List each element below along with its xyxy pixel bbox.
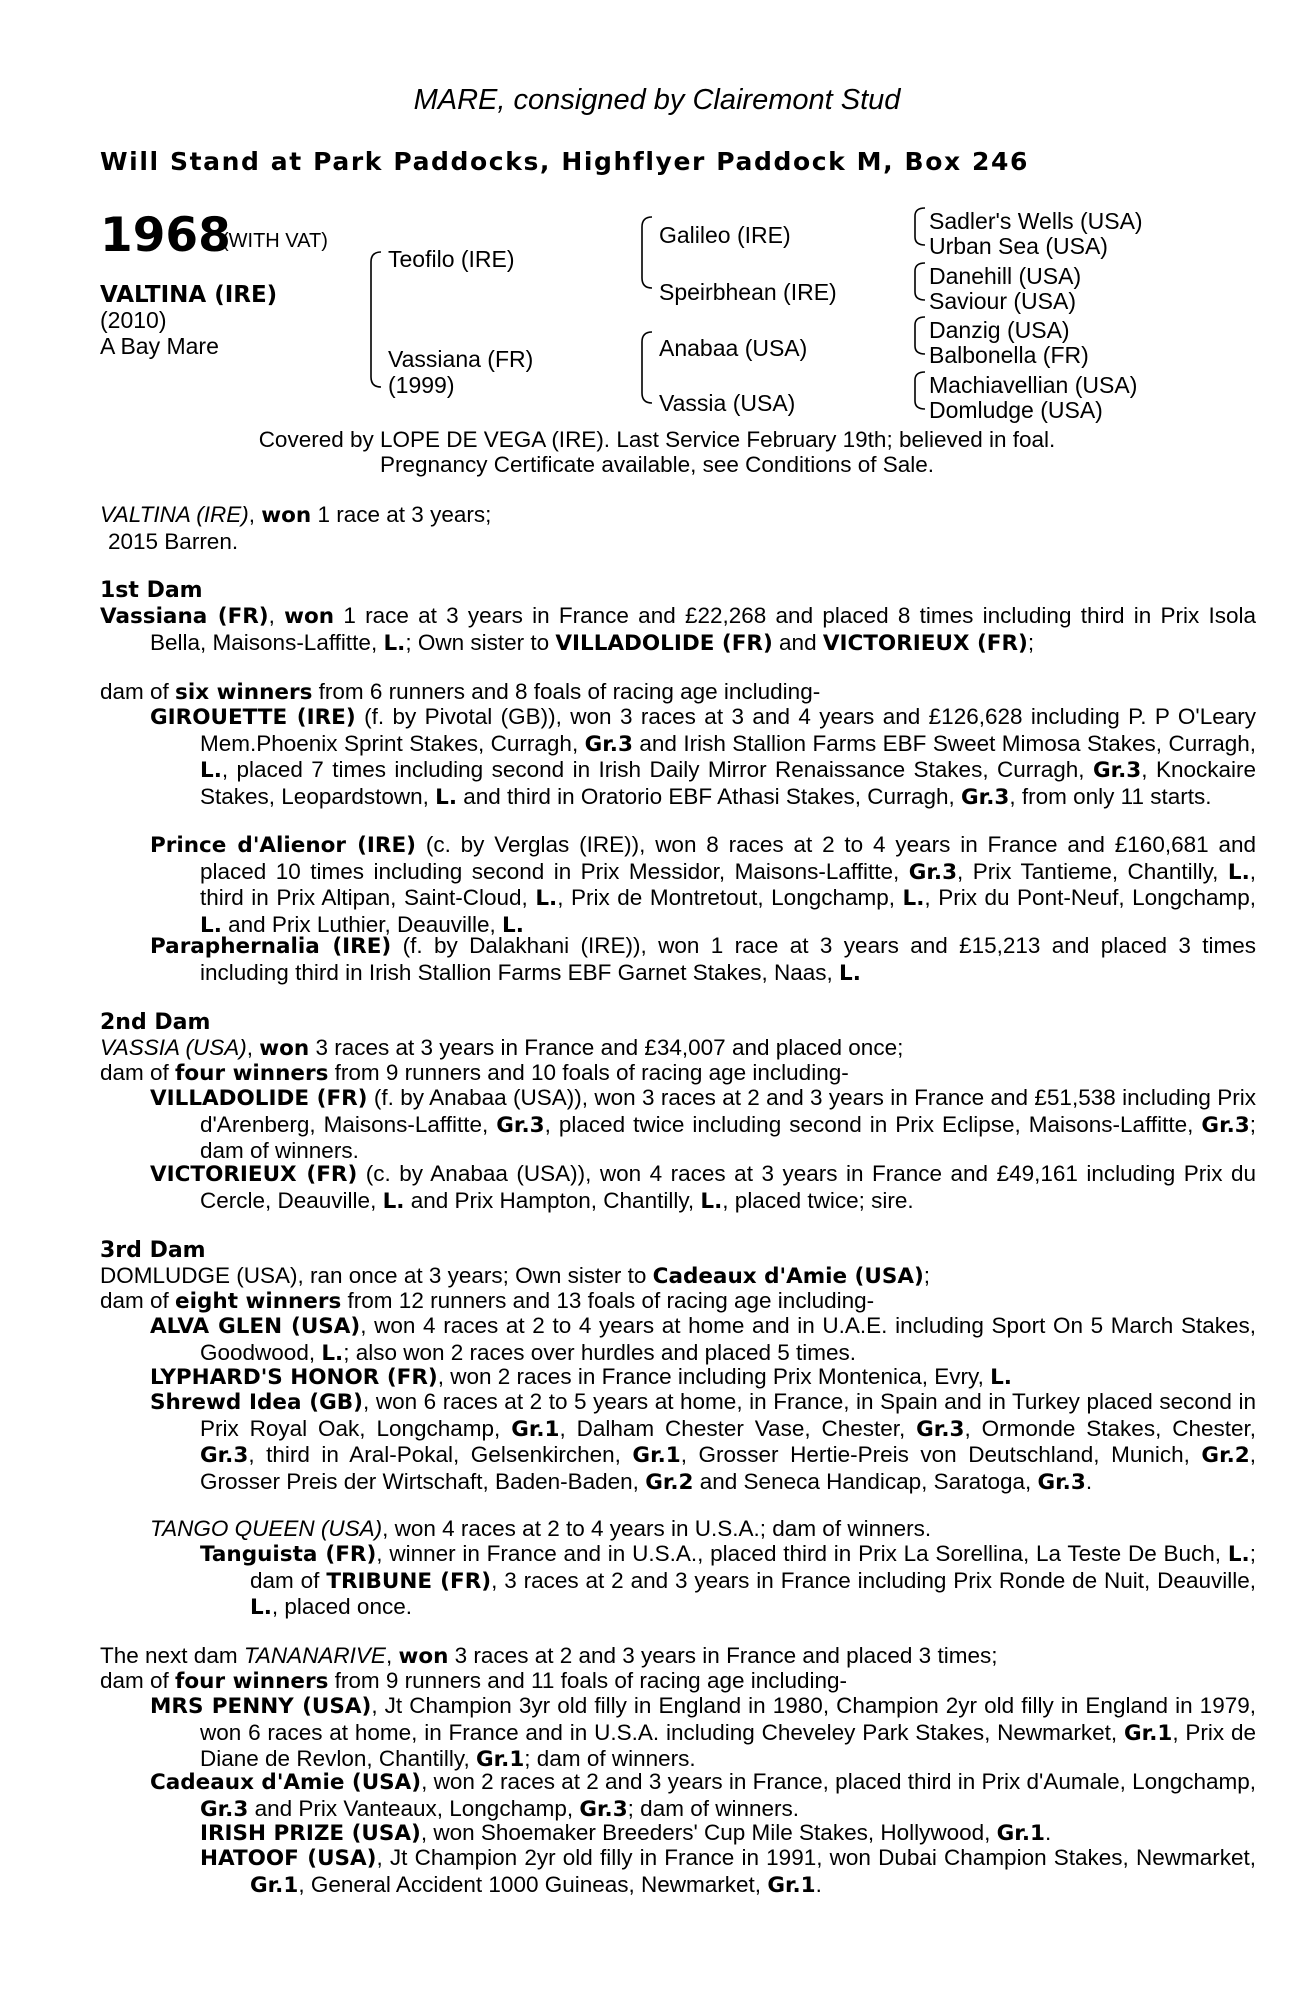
dam-of-dam: Vassia (USA) (659, 390, 796, 416)
grade-mark: Gr.3 (1201, 1112, 1250, 1138)
offspring-irish-prize (200, 1820, 1206, 1847)
offspring-name: Shrewd Idea (GB) (150, 1390, 363, 1415)
ancestor-saviour: Saviour (USA) (929, 288, 1076, 314)
offspring-text: , placed twice; sire. (722, 1187, 914, 1213)
bracket-gen1 (371, 252, 381, 387)
third-dam-text: DOMLUDGE (USA), ran once at 3 years; Own sister to (100, 1263, 653, 1288)
grade-mark: Gr.3 (496, 1112, 545, 1138)
offspring-name: LYPHARD'S HONOR (FR) (150, 1365, 438, 1390)
offspring-shrewd-idea (150, 1389, 1256, 1495)
listed-mark: L. (1227, 1542, 1250, 1567)
offspring-name: Prince d'Alienor (IRE) (150, 833, 416, 858)
record-won: won (261, 503, 312, 528)
offspring-text: and Seneca Handicap, Saratoga, (693, 1468, 1038, 1494)
produce-text: from 9 runners and 10 foals of racing age including- (328, 1060, 849, 1085)
listed-mark: L. (535, 886, 558, 911)
offspring-text: (f. by Pivotal (GB)), won 3 races at 3 and 4 years and £126,628 including P. P O'Leary Mem.Phoenix Sprint Stakes, Curragh, (200, 704, 1257, 756)
first-dam-text: ; Own sister to (405, 629, 556, 655)
offspring-name: MRS PENNY (USA) (150, 1694, 372, 1719)
offspring-victorieux (150, 1161, 1256, 1214)
grade-mark: Gr.3 (200, 1443, 249, 1468)
produce-text: from 12 runners and 13 foals of racing age including- (341, 1288, 875, 1313)
ancestor-urban-sea: Urban Sea (USA) (929, 233, 1108, 259)
first-dam-produce (100, 679, 1206, 706)
offspring-villadolide (150, 1085, 1256, 1164)
dam: Vassiana (FR) (388, 346, 534, 372)
offspring-text: , Dalham Chester Vase, Chester, (559, 1415, 917, 1441)
offspring-text: ; dam of winners. (627, 1795, 799, 1821)
listed-mark: L. (700, 1188, 723, 1214)
offspring-name: ALVA GLEN (USA) (150, 1314, 361, 1339)
offspring-text: , General Accident 1000 Guineas, Newmarket, (298, 1871, 768, 1897)
offspring-name: Tanguista (FR) (200, 1542, 377, 1567)
grade-mark: Gr.3 (908, 859, 958, 885)
first-dam-won: won (284, 604, 335, 629)
next-dam-text: The next dam (100, 1643, 244, 1668)
next-dam-won: won (398, 1644, 449, 1669)
bracket-gg4 (915, 372, 925, 409)
next-dam-record (100, 1643, 1206, 1670)
record-horse-name: VALTINA (IRE) (100, 502, 249, 527)
offspring-text: , placed twice including second in Prix Eclipse, Maisons-Laffitte, (544, 1111, 1202, 1137)
grade-mark: Gr.3 (200, 1796, 249, 1822)
offspring-text: , Jt Champion 2yr old filly in France in 1991, won Dubai Champion Stakes, Newmarket, (376, 1845, 1256, 1870)
offspring-name: Paraphernalia (IRE) (150, 934, 392, 959)
grade-mark: Gr.3 (584, 731, 633, 757)
offspring-text: and Irish Stallion Farms EBF Sweet Mimosa Stakes, Curragh, (632, 730, 1256, 756)
offspring-text: ; also won 2 races over hurdles and placed 5 times. (343, 1339, 856, 1365)
third-dam-produce (100, 1288, 1206, 1315)
offspring-text: . (815, 1871, 822, 1897)
produce-text: from 6 runners and 8 foals of racing age including- (312, 679, 821, 704)
listed-mark: L. (839, 960, 861, 986)
listed-mark: L. (200, 912, 222, 938)
offspring-text: , won 2 races at 2 and 3 years in France, placed third in Prix d'Aumale, Longchamp, (421, 1769, 1256, 1794)
sibling-victorieux: VICTORIEUX (FR) (822, 630, 1028, 656)
listed-mark: L. (902, 886, 925, 911)
dam-of-label: dam of (100, 679, 176, 704)
offspring-text: , won 6 races at 2 to 5 years at home, in France, in Spain and in Turkey placed second in Prix Royal Oak, Longchamp, (200, 1389, 1256, 1441)
offspring-name: GIROUETTE (IRE) (150, 705, 356, 730)
ancestor-machiavellian: Machiavellian (USA) (929, 372, 1138, 398)
grade-mark: Gr.2 (1201, 1443, 1250, 1468)
sibling-cadeaux-damie: Cadeaux d'Amie (USA) (652, 1264, 924, 1289)
offspring-text: , won 4 races at 2 to 4 years in U.S.A.; dam of winners. (382, 1516, 932, 1541)
offspring-text: , third in Aral-Pokal, Gelsenkirchen, (248, 1442, 633, 1467)
grade-mark: Gr.3 (1037, 1469, 1086, 1495)
second-dam-record: VASSIA (USA), won 3 races at 3 years in France and £34,007 and placed once; (100, 1035, 904, 1061)
first-dam-text: and (772, 629, 823, 655)
produce-text: from 9 runners and 11 foals of racing age including- (328, 1668, 848, 1693)
horse-name: VALTINA (IRE) (100, 282, 278, 308)
listed-mark: L. (321, 1340, 344, 1366)
bracket-dam (642, 332, 652, 403)
offspring-name: VICTORIEUX (FR) (150, 1162, 358, 1187)
sire: Teofilo (IRE) (388, 246, 515, 272)
winners-count: four winners (175, 1669, 329, 1694)
bracket-sire (642, 217, 652, 288)
offspring-tango-queen (150, 1516, 1206, 1542)
next-dam-name: TANANARIVE (243, 1643, 386, 1668)
next-dam-text: , (385, 1643, 399, 1668)
grade-mark: Gr.1 (1124, 1720, 1173, 1746)
offspring-name-tribune: TRIBUNE (FR) (326, 1568, 492, 1594)
offspring-girouette (150, 704, 1256, 810)
offspring-text: , Prix de Diane de Revlon, Chantilly, (200, 1719, 1257, 1771)
offspring-text: , third in Prix Altipan, Saint-Cloud, (200, 858, 1257, 910)
first-dam-record: Vassiana (FR), won 1 race at 3 years in France and £22,268 and placed 8 times including third in Prix Isola Bella, Maisons-Laffitte, L.; Own sister to VILLADOLIDE (FR) and VICTORIEUX (FR); (100, 603, 1256, 656)
bracket-gg3 (915, 317, 925, 354)
lot-number: 1968 (100, 208, 231, 263)
offspring-text: (c. by Anabaa (USA)), won 4 races at 3 years in France and £49,161 including Prix du Cercle, Deauville, (200, 1161, 1256, 1213)
second-dam-produce (100, 1060, 1206, 1087)
listed-mark: L. (382, 1188, 405, 1214)
offspring-text: , Grosser Hertie-Preis von Deutschland, Munich, (680, 1442, 1202, 1467)
offspring-text: , from only 11 starts. (1009, 783, 1212, 809)
offspring-hatoof (200, 1845, 1256, 1898)
listed-mark: L. (435, 784, 458, 810)
offspring-text: . (1044, 1820, 1052, 1845)
next-dam-text: 3 races at 2 and 3 years in France and placed 3 times; (448, 1643, 998, 1668)
sibling-villadolide: VILLADOLIDE (FR) (555, 630, 773, 656)
winners-count: four winners (175, 1061, 329, 1086)
sire-of-sire: Galileo (IRE) (659, 222, 791, 248)
winners-count: six winners (175, 680, 313, 705)
offspring-name: IRISH PRIZE (USA) (200, 1821, 421, 1846)
first-dam-heading: 1st Dam (100, 578, 203, 603)
offspring-cadeaux-damie (150, 1769, 1256, 1822)
third-dam-heading: 3rd Dam (100, 1238, 206, 1263)
grade-mark: Gr.1 (475, 1747, 525, 1772)
second-dam-name: VASSIA (USA) (100, 1035, 247, 1060)
second-dam-won: won (259, 1036, 310, 1061)
record-2015: 2015 Barren. (108, 528, 239, 554)
grade-mark: Gr.1 (996, 1821, 1045, 1846)
listed-mark: L. (502, 912, 524, 938)
vat-label: (WITH VAT) (222, 230, 328, 252)
offspring-text: , placed once. (271, 1594, 412, 1619)
offspring-text: , placed 7 times including second in Irish Daily Mirror Renaissance Stakes, Curragh, (221, 757, 1093, 782)
offspring-text: (f. by Dalakhani (IRE)), won 1 race at 3 years and £15,213 and placed 3 times including third in Irish Stallion Farms EBF Garnet Stakes, Naas, (200, 933, 1257, 985)
stand-location: Will Stand at Park Paddocks, Highflyer Paddock M, Box 246 (100, 147, 1030, 176)
consignment-title: MARE, consigned by Clairemont Stud (413, 84, 901, 116)
listed-mark: L. (250, 1595, 272, 1620)
grade-mark: Gr.3 (1092, 758, 1142, 783)
listed-mark: L. (200, 758, 222, 783)
offspring-text: , Ormonde Stakes, Chester, (964, 1415, 1256, 1441)
offspring-text: , Prix Tantieme, Chantilly, (957, 858, 1228, 884)
offspring-text: , Grosser Preis der Wirtschaft, Baden-Baden, (200, 1442, 1256, 1494)
dam-of-sire: Speirbhean (IRE) (659, 279, 837, 305)
bracket-gg1 (915, 208, 925, 245)
offspring-text: , Jt Champion 3yr old filly in England in 1980, Champion 2yr old filly in England in 1979, won 6 races at home, in France and in U.S.A. including Cheveley Park Stakes, Newmarket, (200, 1693, 1256, 1745)
offspring-text: , Knockaire Stakes, Leopardstown, (200, 757, 1256, 809)
grade-mark: Gr.2 (645, 1469, 694, 1495)
dam-year: (1999) (388, 372, 455, 398)
offspring-name: TANGO QUEEN (USA) (150, 1516, 383, 1541)
offspring-text: (c. by Verglas (IRE)), won 8 races at 2 to 4 years in France and £160,681 and placed 10 times including second in Prix Messidor, Maisons-Laffitte, (200, 832, 1256, 884)
offspring-text: , winner in France and in U.S.A., placed third in Prix La Sorellina, La Teste De Buch, (376, 1541, 1228, 1566)
offspring-prince-dalienor (150, 832, 1256, 938)
first-dam-text: ; (1027, 629, 1035, 655)
second-dam-heading: 2nd Dam (100, 1010, 211, 1035)
offspring-text: ; dam of winners. (524, 1746, 696, 1771)
bracket-gg2 (915, 263, 925, 300)
ancestor-domludge: Domludge (USA) (929, 397, 1103, 423)
offspring-text: . (1085, 1468, 1093, 1494)
dam-of-label: dam of (100, 1060, 176, 1085)
offspring-text: , Prix de Montretout, Longchamp, (557, 885, 903, 910)
listed-mark: L. (990, 1365, 1012, 1390)
record-text: 1 race at 3 years; (311, 502, 492, 527)
sire-of-dam: Anabaa (USA) (659, 335, 808, 361)
offspring-mrs-penny (150, 1693, 1256, 1773)
offspring-text: (f. by Anabaa (USA)), won 3 races at 2 and 3 years in France and £51,538 including Prix d'Arenberg, Maisons-Laffitte, (200, 1085, 1256, 1137)
offspring-name: VILLADOLIDE (FR) (150, 1086, 368, 1111)
offspring-text: , won Shoemaker Breeders' Cup Mile Stakes, Hollywood, (420, 1820, 997, 1845)
grade-mark: Gr.1 (767, 1872, 816, 1898)
offspring-text: , won 2 races in France including Prix Montenica, Evry, (437, 1364, 991, 1389)
offspring-text: and third in Oratorio EBF Athasi Stakes, Curragh, (457, 783, 962, 809)
offspring-text: and Prix Vanteaux, Longchamp, (248, 1795, 580, 1821)
offspring-lyphards-honor (150, 1364, 1206, 1391)
ancestor-sadlers-wells: Sadler's Wells (USA) (929, 208, 1143, 234)
offspring-text: , won 4 races at 2 to 4 years at home and in U.A.E. including Sport On 5 March Stakes, Goodwood, (200, 1313, 1256, 1365)
covering-info: Covered by LOPE DE VEGA (IRE). Last Service February 19th; believed in foal. (258, 427, 1056, 452)
grade-mark: Gr.3 (961, 784, 1010, 810)
ancestor-danehill: Danehill (USA) (929, 263, 1082, 289)
pregnancy-note: Pregnancy Certificate available, see Conditions of Sale. (379, 452, 935, 477)
race-record: VALTINA (IRE), won 1 race at 3 years; 2015 Barren. (100, 502, 492, 554)
offspring-text: and Prix Luthier, Deauville, (221, 911, 503, 937)
dam-of-label: dam of (100, 1288, 176, 1313)
ancestor-balbonella: Balbonella (FR) (929, 342, 1089, 368)
first-dam-name: Vassiana (FR) (100, 604, 269, 629)
listed-mark: L. (1227, 859, 1250, 885)
offspring-tanguista (200, 1541, 1256, 1621)
next-dam-produce (100, 1668, 1206, 1695)
offspring-paraphernalia (150, 933, 1256, 986)
grade-mark: Gr.1 (632, 1443, 681, 1468)
listed-mark: L. (383, 630, 406, 656)
offspring-name: Cadeaux d'Amie (USA) (150, 1770, 422, 1795)
grade-mark: Gr.1 (511, 1416, 560, 1442)
ancestor-danzig: Danzig (USA) (929, 317, 1070, 343)
dam-of-label: dam of (100, 1668, 176, 1693)
third-dam-record (100, 1263, 1206, 1290)
horse-description: A Bay Mare (100, 333, 219, 359)
offspring-text: and Prix Hampton, Chantilly, (404, 1187, 701, 1213)
second-dam-text: 3 races at 3 years in France and £34,007 and placed once; (309, 1035, 904, 1060)
offspring-alva-glen (150, 1313, 1256, 1366)
grade-mark: Gr.3 (579, 1796, 628, 1822)
offspring-text: , 3 races at 2 and 3 years in France including Prix Ronde de Nuit, Deauville, (491, 1567, 1256, 1593)
third-dam-text: ; (923, 1263, 931, 1288)
grade-mark: Gr.1 (250, 1872, 299, 1898)
first-dam-text: 1 race at 3 years in France and £22,268 and placed 8 times including third in Prix Isola Bella, Maisons-Laffitte, (150, 603, 1256, 655)
offspring-name: HATOOF (USA) (200, 1846, 377, 1871)
horse-foaling-year: (2010) (100, 307, 167, 333)
offspring-text: ; dam of (250, 1541, 1256, 1593)
grade-mark: Gr.3 (916, 1416, 965, 1442)
winners-count: eight winners (175, 1289, 342, 1314)
offspring-text: ; dam of winners. (200, 1111, 1256, 1163)
offspring-text: , Prix du Pont-Neuf, Longchamp, (924, 885, 1256, 910)
